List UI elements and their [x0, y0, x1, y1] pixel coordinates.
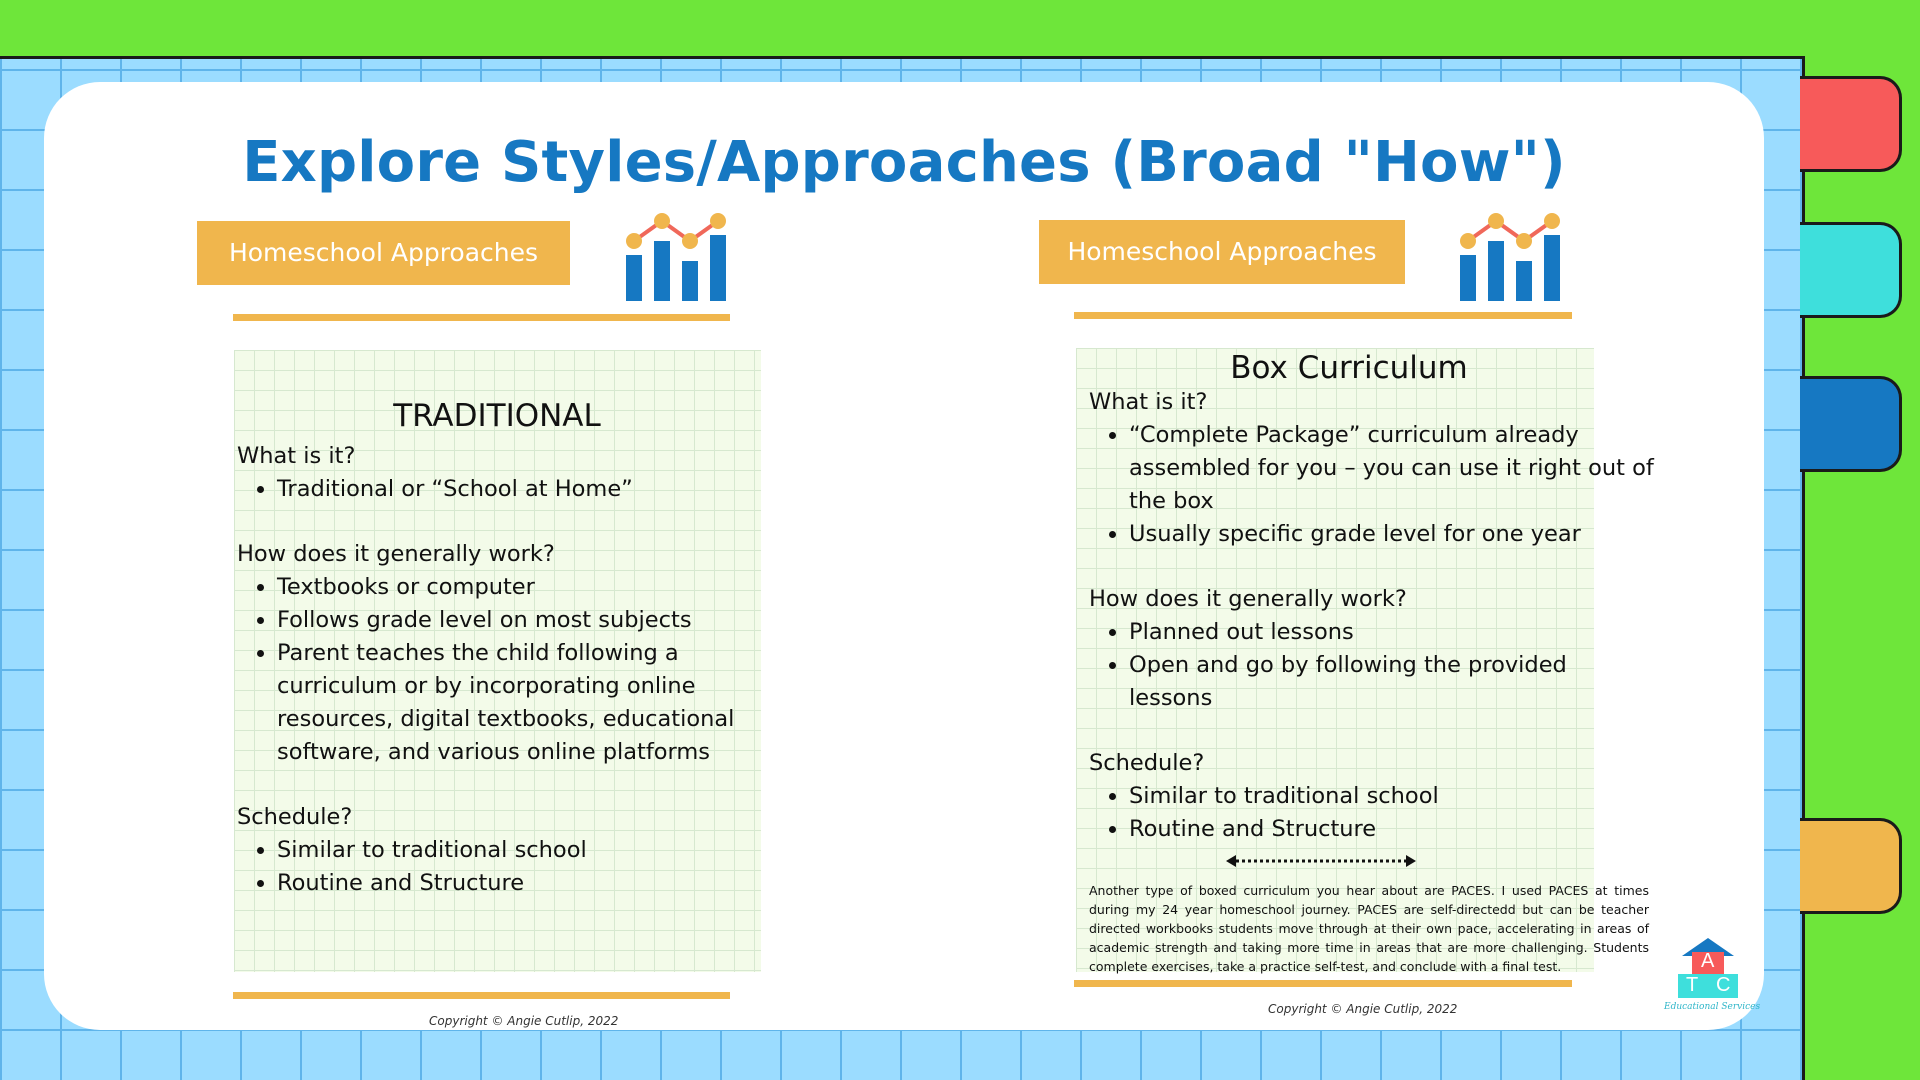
list-item: • Routine and Structure	[1129, 813, 1654, 846]
right-panel-title: Box Curriculum	[1230, 350, 1468, 386]
tab-blue[interactable]	[1800, 376, 1902, 472]
tab-orange[interactable]	[1800, 818, 1902, 914]
list-item: • Parent teaches the child following a curriculum or by incorporating online resources, digital textbooks, educational software, and various online platforms	[277, 637, 757, 769]
list-item: • Follows grade level on most subjects	[277, 604, 757, 637]
right-content	[1089, 350, 1654, 846]
tab-teal[interactable]	[1800, 222, 1902, 318]
slide-title: Explore Styles/Approaches (Broad "How")	[242, 130, 1566, 195]
right-what-list	[1089, 419, 1654, 551]
left-top-rule	[233, 314, 730, 321]
list-item: • Similar to traditional school	[1129, 780, 1654, 813]
bar-line-chart-icon	[624, 207, 732, 303]
right-q-schedule: Schedule?	[1089, 750, 1205, 776]
list-item: • Similar to traditional school	[277, 834, 757, 867]
left-q-schedule: Schedule?	[237, 804, 353, 830]
right-schedule-list	[1089, 780, 1654, 846]
logo-letter-a: A	[1701, 950, 1715, 972]
right-bottom-rule	[1074, 980, 1572, 987]
right-q-how: How does it generally work?	[1089, 586, 1407, 612]
right-approaches-label: Homeschool Approaches	[1039, 220, 1405, 284]
paces-note: Another type of boxed curriculum you hear about are PACES. I used PACES at times during my 24 year homeschool journey. PACES are self-directedd but can be teacher directed workbooks students move through at their own pace, accelerating in areas of academic strength and taking more time in areas that are more challenging. Students complete exercises, take a practice self-test, and conclude with a final test.	[1089, 883, 1649, 974]
atc-logo	[1664, 938, 1761, 1028]
right-copyright: Copyright © Angie Cutlip, 2022	[1268, 1002, 1458, 1016]
left-copyright: Copyright © Angie Cutlip, 2022	[429, 1014, 619, 1028]
list-item: • Traditional or “School at Home”	[277, 473, 757, 506]
slide-card	[44, 82, 1764, 1030]
right-how-list	[1089, 616, 1584, 715]
left-content	[237, 398, 757, 932]
left-q-how: How does it generally work?	[237, 541, 555, 567]
logo-letter-c: C	[1716, 974, 1731, 996]
logo-tagline: Educational Services	[1664, 1002, 1761, 1012]
right-q-what: What is it?	[1089, 389, 1208, 415]
list-item: • Usually specific grade level for one year	[1129, 518, 1654, 551]
list-item: • “Complete Package” curriculum already assembled for you – you can use it right out of the box	[1129, 419, 1654, 518]
list-item: • Planned out lessons	[1129, 616, 1584, 649]
left-what-list	[237, 473, 757, 506]
tab-red[interactable]	[1800, 76, 1902, 172]
list-item: • Routine and Structure	[277, 867, 757, 900]
list-item: • Textbooks or computer	[277, 571, 757, 604]
double-arrow-icon	[1224, 853, 1418, 869]
left-how-list	[237, 571, 757, 769]
logo-letter-t: T	[1686, 974, 1699, 996]
left-schedule-list	[237, 834, 757, 900]
left-q-what: What is it?	[237, 443, 356, 469]
left-approaches-label: Homeschool Approaches	[197, 221, 570, 285]
bar-line-chart-icon	[1458, 207, 1566, 303]
left-bottom-rule	[233, 992, 730, 999]
list-item: • Open and go by following the provided lessons	[1129, 649, 1584, 715]
left-panel-title: TRADITIONAL	[393, 398, 601, 434]
right-top-rule	[1074, 312, 1572, 319]
